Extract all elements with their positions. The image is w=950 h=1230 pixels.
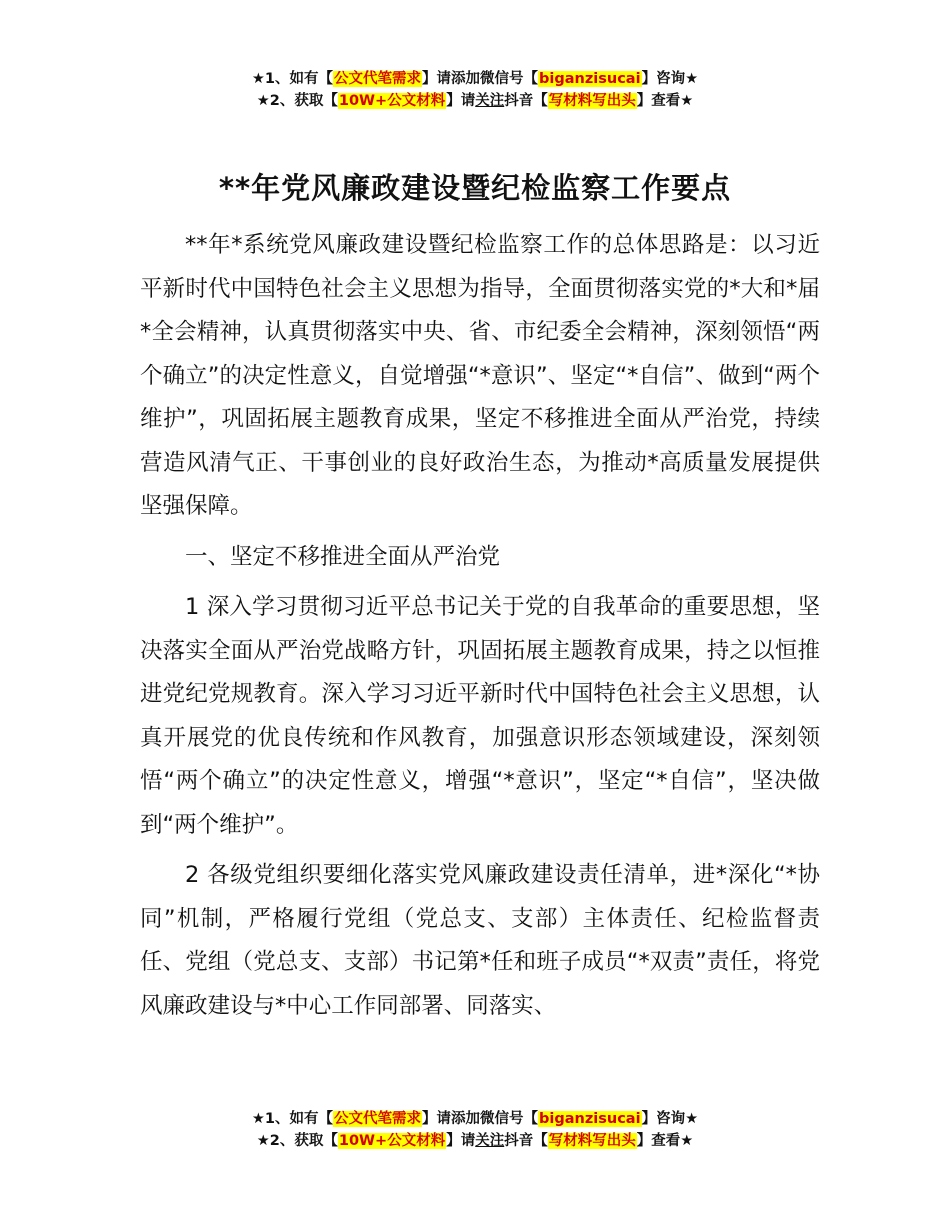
promo-text: 】请添 (422, 71, 466, 87)
promo-highlight: 公文代笔需求 (334, 1111, 422, 1127)
promo-wechat-id: biganzisucai (539, 1111, 641, 1127)
promo-text: 抖音【 (504, 1133, 548, 1149)
promo-highlight: 10W+公文材料 (338, 93, 446, 109)
paragraph-overall-approach: **年*系统党风廉政建设暨纪检监察工作的总体思路是：以习近平新时代中国特色社会主义思想为指导，全面贯彻落实党的*大和*届*全会精神，认真贯彻落实中央、省、市纪委全会精神，深刻领悟“两个确立”的决定性意义，自觉增强“*意识”、坚定“*自信”、做到“两个维护”，巩固拓展主题教育成果，坚定不移推进全面从严治党，持续营造风清气正、干事创业的良好政治生态，为推动*高质量发展提供坚强保障。 (140, 232, 820, 519)
promo-text: ★2、获取【 (256, 93, 338, 109)
promo-banner-bottom (0, 1108, 950, 1152)
promo-text: 抖音【 (504, 93, 548, 109)
promo-line-1 (0, 1108, 950, 1130)
document-body (140, 224, 820, 1035)
promo-line-2 (0, 1130, 950, 1152)
promo-highlight: 10W+公文材料 (338, 1133, 446, 1149)
promo-text: 】请 (446, 93, 476, 109)
promo-banner-top (0, 68, 950, 112)
paragraph-item-1: 1 深入学习贯彻习近平总书记关于党的自我革命的重要思想，坚决落实全面从严治党战略方针，巩固拓展主题教育成果，持之以恒推进党纪党规教育。深入学习习近平新时代中国特色社会主义思想，认真开展党的优良传统和作风教育，加强意识形态领域建设，深刻领悟“两个确立”的决定性意义，增强“*意识”，坚定“*自信”，坚决做到“两个维护”。 (140, 594, 820, 838)
promo-text-bold: 加 (465, 71, 481, 87)
promo-underlined-text: 关注 (475, 93, 505, 109)
promo-text: 】查看★ (636, 93, 694, 109)
promo-text: ★2、获取【 (256, 1133, 338, 1149)
promo-line-2 (0, 90, 950, 112)
document-title: **年党风廉政建设暨纪检监察工作要点 (218, 171, 732, 205)
promo-text: 】请添 (422, 1111, 466, 1127)
promo-text: 微信号【 (480, 1111, 539, 1127)
promo-douyin-account: 写材料写出头 (548, 1133, 636, 1149)
promo-line-1 (0, 68, 950, 90)
promo-text-bold: 加 (465, 1111, 481, 1127)
promo-wechat-id: biganzisucai (539, 71, 641, 87)
paragraph-item-2: 2 各级党组织要细化落实党风廉政建设责任清单，进*深化“*协同”机制，严格履行党组（党总支、支部）主体责任、纪检监督责任、党组（党总支、支部）书记第*任和班子成员“*双责”责任，将党风廉政建设与*中心工作同部署、同落实、 (140, 862, 820, 1019)
section-heading-1: 一、坚定不移推进全面从严治党 (185, 543, 501, 570)
promo-underlined-text: 关注 (475, 1133, 505, 1149)
promo-highlight: 公文代笔需求 (334, 71, 422, 87)
promo-douyin-account: 写材料写出头 (548, 93, 636, 109)
promo-text: ★1、如有【 (251, 1111, 334, 1127)
promo-text: ★1、如有【 (251, 71, 334, 87)
promo-text: 】咨询★ (641, 1111, 699, 1127)
promo-text: 】咨询★ (641, 71, 699, 87)
promo-text: 微信号【 (480, 71, 539, 87)
promo-text: 】查看★ (636, 1133, 694, 1149)
promo-text: 】请 (446, 1133, 476, 1149)
